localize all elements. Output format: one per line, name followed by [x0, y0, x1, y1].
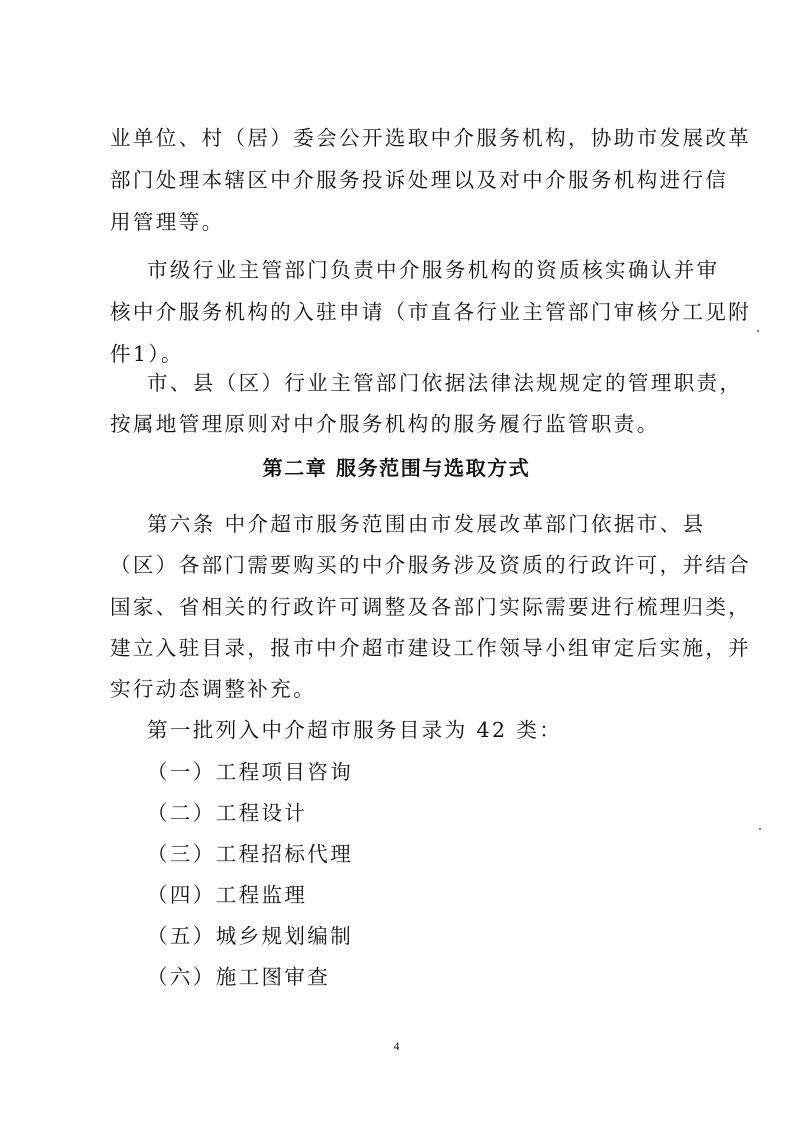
- list-item-2: （二）工程设计: [147, 801, 308, 825]
- body-line-15: 第一批列入中介超市服务目录为 42 类：: [147, 718, 563, 742]
- body-line-11: （区）各部门需要购买的中介服务涉及资质的行政许可，并结合: [110, 553, 752, 577]
- body-line-13: 建立入驻目录，报市中介超市建设工作领导小组审定后实施，并: [110, 636, 752, 660]
- body-line-14: 实行动态调整补充。: [110, 677, 317, 701]
- body-line-8: 按属地管理原则对中介服务机构的服务履行监管职责。: [110, 412, 660, 436]
- chapter-heading: 第二章 服务范围与选取方式: [262, 456, 531, 480]
- body-line-4: 市级行业主管部门负责中介服务机构的资质核实确认并审: [147, 258, 720, 282]
- body-line-7: 市、县（区）行业主管部门依据法律法规规定的管理职责，: [147, 371, 743, 395]
- body-line-3: 用管理等。: [110, 210, 225, 234]
- scan-speck: [757, 330, 759, 332]
- body-line-12: 国家、省相关的行政许可调整及各部门实际需要进行梳理归类，: [110, 595, 752, 619]
- list-item-3: （三）工程招标代理: [147, 842, 354, 866]
- body-line-2: 部门处理本辖区中介服务投诉处理以及对中介服务机构进行信: [110, 168, 729, 192]
- body-line-6: 件1）。: [110, 342, 184, 366]
- body-line-5: 核中介服务机构的入驻申请（市直各行业主管部门审核分工见附: [110, 300, 752, 324]
- page-number: 4: [393, 1039, 400, 1053]
- body-line-1: 业单位、村（居）委会公开选取中介服务机构，协助市发展改革: [110, 126, 752, 150]
- list-item-5: （五）城乡规划编制: [147, 924, 354, 948]
- list-item-6: （六）施工图审查: [147, 965, 331, 989]
- list-item-4: （四）工程监理: [147, 883, 308, 907]
- body-line-10: 第六条 中介超市服务范围由市发展改革部门依据市、县: [147, 512, 706, 536]
- scan-speck: [759, 828, 761, 830]
- list-item-1: （一）工程项目咨询: [147, 760, 354, 784]
